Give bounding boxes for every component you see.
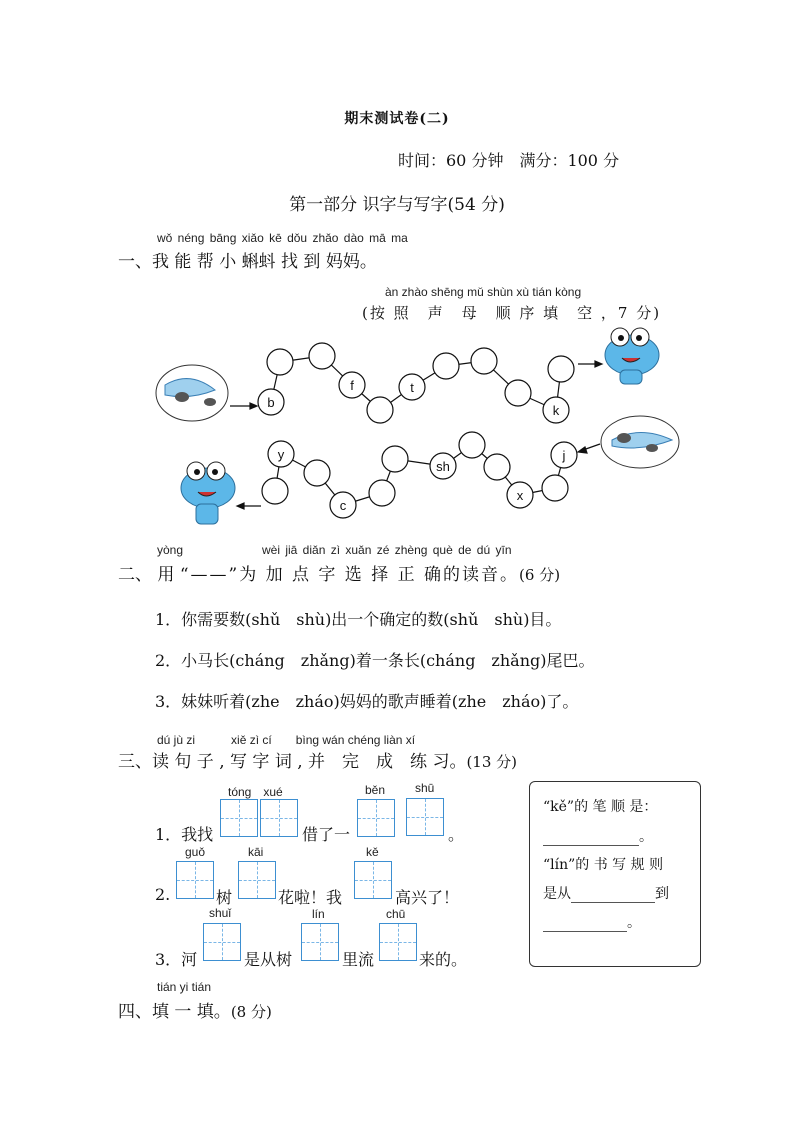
- writing-box[interactable]: [203, 923, 241, 961]
- q1-title: 一、我 能 帮 小 蝌蚪 找 到 妈妈。: [118, 252, 377, 272]
- maze-circle: [484, 454, 510, 480]
- frog-top-right-image: [605, 328, 659, 384]
- q3-l2-pinyin-c: kě: [366, 845, 379, 859]
- side-line-4: 是从: [543, 886, 571, 902]
- writing-box[interactable]: [220, 799, 258, 837]
- q4-score: (8 分): [230, 1003, 272, 1021]
- q3-l1-mid: 借了一: [302, 825, 351, 844]
- maze-circles: [258, 343, 577, 518]
- letter-j: j: [562, 448, 566, 463]
- q2-item-1: 1．你需要数(shǔ shù)出一个确定的数(shǔ shù)目。: [155, 610, 562, 629]
- q3-title: 三、读 句 子 , 写 字 词 , 并 完 成 练 习。: [118, 752, 467, 772]
- q3-l2-a: 树: [216, 888, 233, 907]
- q3-l3-pinyin-a: shuǐ: [209, 906, 232, 920]
- q3-l1-start: 1．我找: [155, 825, 214, 844]
- writing-box[interactable]: [260, 799, 298, 837]
- q3-l1-pinyin-c: shū: [415, 781, 435, 795]
- q2-item-2: 2．小马长(cháng zhǎng)着一条长(cháng zhǎng)尾巴。: [155, 651, 595, 670]
- writing-box[interactable]: [406, 798, 444, 836]
- q2-title: “——”为 加 点 字 选 择 正 确的读音。: [179, 565, 520, 585]
- q2-title-prefix: 二、 用: [118, 565, 175, 585]
- letter-x: x: [516, 488, 524, 503]
- q3-l2-b: 花啦！我: [278, 888, 343, 907]
- q3-l1-pinyin-a: tóng xué: [228, 785, 283, 799]
- letter-y: y: [277, 447, 285, 462]
- tadpole-right-image: [601, 416, 679, 468]
- rule-to-blank[interactable]: [543, 915, 627, 932]
- writing-box[interactable]: [357, 799, 395, 837]
- q3-l3-c: 来的。: [419, 950, 468, 969]
- letter-f: f: [350, 378, 354, 393]
- maze-circle: [459, 432, 485, 458]
- maze-circle: [433, 353, 459, 379]
- q1-pinyin: wǒ néng bāng xiǎo kē dǒu zhǎo dào mā ma: [157, 231, 408, 245]
- q3-l3-pinyin-c: chū: [386, 907, 406, 921]
- stroke-order-blank[interactable]: [543, 829, 639, 846]
- q2-pinyin-left: yòng: [157, 543, 184, 557]
- letter-k: k: [552, 403, 560, 418]
- letter-t: t: [410, 380, 414, 395]
- side-line-5: 。: [627, 915, 641, 931]
- writing-box[interactable]: [238, 861, 276, 899]
- maze-circle: [309, 343, 335, 369]
- maze-circle: [505, 380, 531, 406]
- q3-l3-a: 是从树: [244, 950, 293, 969]
- writing-box[interactable]: [301, 923, 339, 961]
- q3-l2-num: 2.: [155, 885, 171, 904]
- q3-l3-start: 3．河: [155, 950, 198, 969]
- rule-from-blank[interactable]: [571, 886, 655, 903]
- page-title: 期末测试卷(二): [344, 111, 450, 127]
- maze-circle: [471, 348, 497, 374]
- q4-title: 四、填 一 填。: [118, 1002, 231, 1022]
- maze-circle: [542, 475, 568, 501]
- time-info: 时间：60 分钟 满分：100 分: [398, 151, 620, 170]
- q2-item-3: 3．妹妹听着(zhe zháo)妈妈的歌声睡着(zhe zháo)了。: [155, 692, 579, 711]
- q3-l2-c: 高兴了！: [395, 888, 460, 907]
- tadpole-maze-diagram: [150, 320, 690, 532]
- maze-circle: [369, 480, 395, 506]
- q3-l3-b: 里流: [342, 950, 375, 969]
- q3-l3-pinyin-b: lín: [312, 907, 325, 921]
- q3-l1-end: 。: [448, 825, 465, 844]
- side-line-4b: 到: [655, 886, 669, 902]
- letter-sh: sh: [436, 459, 450, 474]
- q1-sub: (按 照 声 母 顺 序 填 空 ，7 分): [362, 304, 662, 322]
- letter-c: c: [339, 498, 347, 513]
- maze-circle: [267, 349, 293, 375]
- letter-b: b: [267, 395, 275, 410]
- side-line-3: “lín”的 书 写 规 则: [543, 857, 664, 873]
- frog-bottom-left-image: [181, 462, 235, 524]
- maze-circle: [367, 397, 393, 423]
- part-title: 第一部分 识字与写字(54 分): [289, 195, 505, 215]
- maze-circle: [262, 478, 288, 504]
- tadpole-left-image: [156, 365, 228, 421]
- maze-circle: [304, 460, 330, 486]
- q3-l1-pinyin-b: běn: [365, 783, 386, 797]
- q3-score: (13 分): [466, 753, 518, 771]
- stroke-order-box: [529, 781, 701, 967]
- q3-l2-pinyin-a: guǒ: [185, 845, 206, 859]
- q2-pinyin-right: wèi jiā diǎn zì xuǎn zé zhèng què de dú yīn: [262, 543, 512, 557]
- q3-l2-pinyin-b: kāi: [248, 845, 264, 859]
- side-line-2: 。: [639, 829, 653, 845]
- q4-pinyin: tián yi tián: [157, 980, 212, 994]
- maze-circle: [548, 356, 574, 382]
- writing-box[interactable]: [354, 861, 392, 899]
- writing-box[interactable]: [176, 861, 214, 899]
- q3-pinyin: dú jù zi xiě zì cí bìng wán chéng liàn xí: [157, 733, 416, 747]
- maze-circle: [382, 446, 408, 472]
- side-line-1: “kě”的 笔 顺 是：: [543, 799, 658, 815]
- q2-score: (6 分): [519, 566, 561, 584]
- q1-sub-pinyin: àn zhào shēng mǔ shùn xù tián kòng: [385, 285, 582, 299]
- writing-box[interactable]: [379, 923, 417, 961]
